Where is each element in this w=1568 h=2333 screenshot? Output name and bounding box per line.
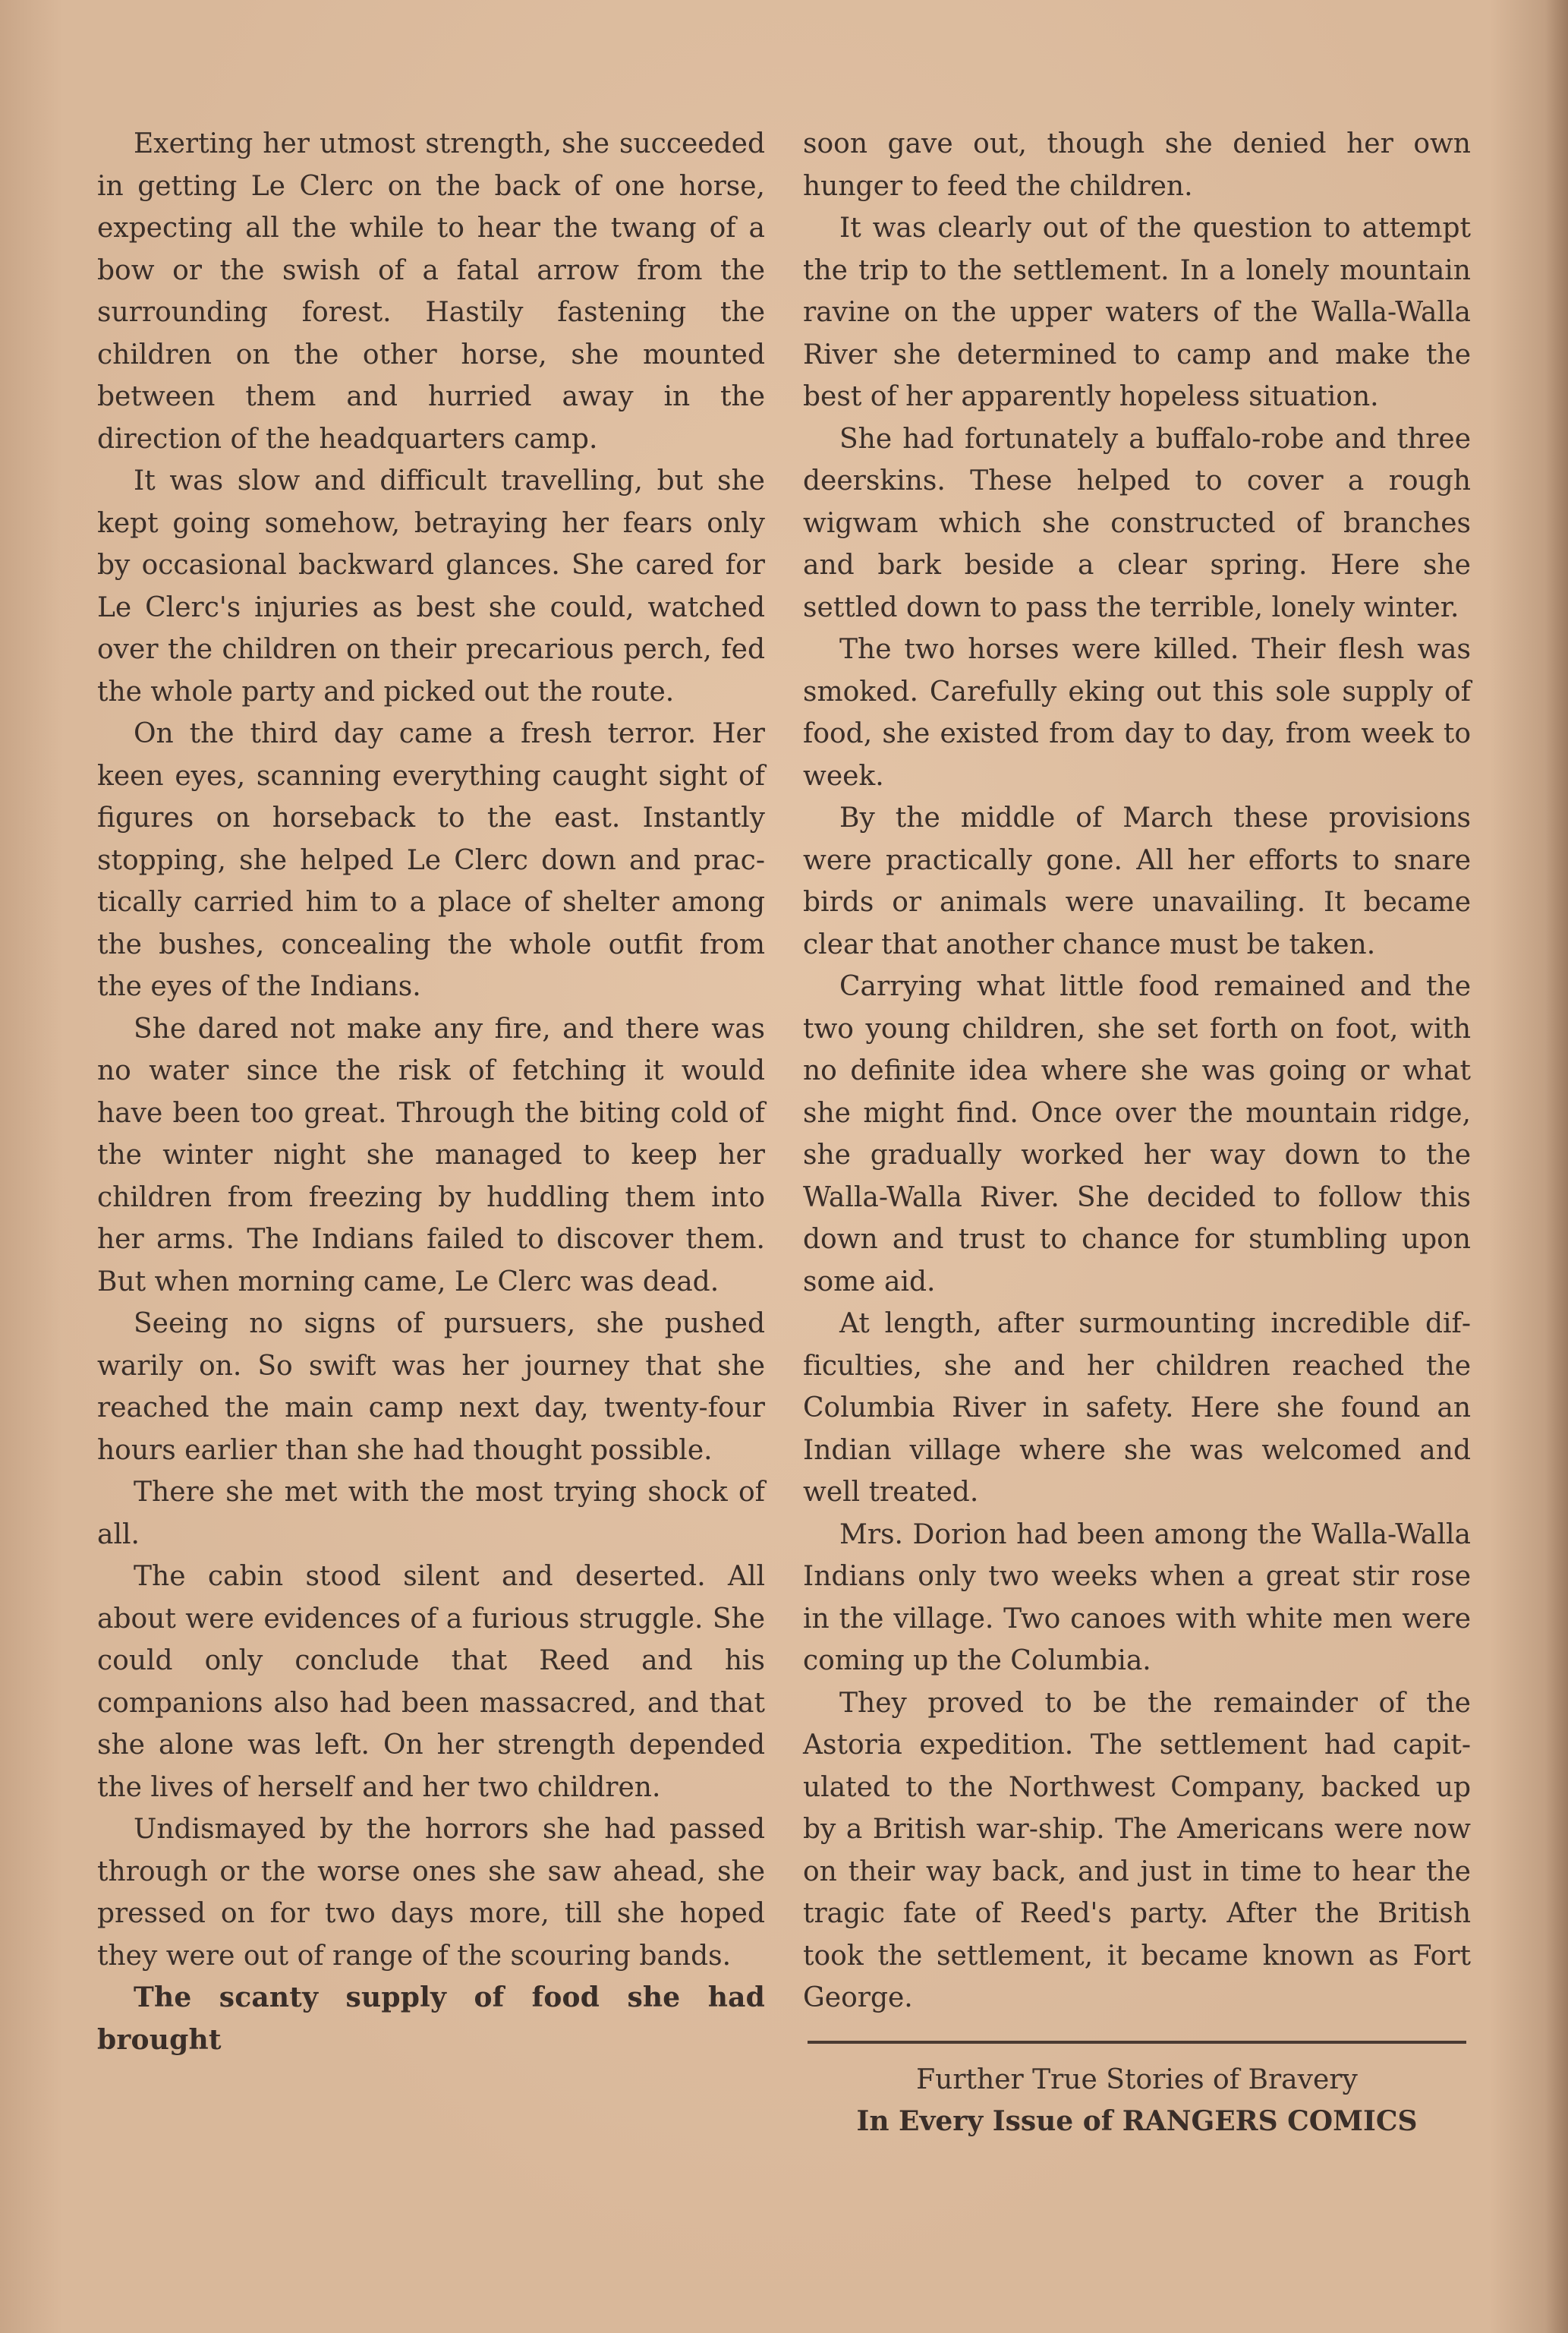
paragraph: They proved to be the remainder of the Astoria expedition. The settlement had capitulated to the Northwest Company, backed up by a British war-ship. The Americans were now on their way back, and just in time to hear the tragic fate of Reed's party. After the British took the settlement, it became known as Fort George. [803, 1687, 1471, 2013]
footer-tagline: Further True Stories of Bravery [916, 2063, 1358, 2095]
paragraph: It was slow and difficult travelling, but she kept going somehow, betraying her fears only by occasional backward glances. She cared for Le Clerc's injuries as best she could, watched over the children on their precarious perch, fed the whole party and picked out the route. [97, 465, 765, 708]
right-column [803, 123, 1471, 2142]
paragraph: She had fortunately a buffalo-robe and three deerskins. These helped to cover a rough wigwam which she constructed of branches and bark beside a clear spring. Here she settled down to pass the terrible, lonely winter. [803, 423, 1471, 623]
paragraph: The cabin stood silent and deserted. All about were evidences of a furious struggle. She could only conclude that Reed and his companions also had been massacred, and that she alone was left. On her strength depended the lives of herself and her two children. [97, 1561, 765, 1803]
paragraph: It was clearly out of the question to attempt the trip to the settlement. In a lonely mountain ravine on the upper waters of the Walla-Walla River she determined to camp and make the best of her apparently hopeless situation. [803, 213, 1471, 412]
paragraph: Carrying what little food remained and the two young children, she set forth on foot, with no definite idea where she was going or what she might find. Once over the mountain ridge, she gradually worked her way down to the Walla-Walla River. She decided to follow this down and trust to chance for stumbling upon some aid. [803, 971, 1471, 1297]
paragraph: Seeing no signs of pursuers, she pushed warily on. So swift was her journey that she reached the main camp next day, twenty-four hours earlier than she had thought possible. [97, 1308, 765, 1466]
footer-promo: In Every Issue of RANGERS COMICS [856, 2104, 1418, 2137]
footer-divider [808, 2041, 1466, 2044]
paragraph: The scanty supply of food she had brought [97, 1981, 765, 2056]
page-edge-shadow [1545, 0, 1568, 2333]
paragraph: There she met with the most trying shock of all. [97, 1477, 765, 1550]
paragraph: By the middle of March these provisions were practically gone. All her efforts to snare birds or animals were unavailing. It became clear that another chance must be taken. [803, 802, 1471, 960]
paragraph: At length, after surmounting incredible difficulties, she and her children reached the Columbia River in safety. Here she found an Indian village where she was welcomed and well treated. [803, 1308, 1471, 1508]
paragraph: Exerting her utmost strength, she succeeded in getting Le Clerc on the back of one horse, expecting all the while to hear the twang of a bow or the swish of a fatal arrow from the surrounding forest. Hastily fastening the children on the other horse, she mounted between them and hurried away in the direction of the headquarters camp. [97, 128, 765, 455]
paragraph: On the third day came a fresh terror. Her keen eyes, scanning everything caught sight of figures on horseback to the east. Instantly stopping, she helped Le Clerc down and practically carried him to a place of shelter among the bushes, concealing the whole outfit from the eyes of the Indians. [97, 718, 765, 1002]
paragraph: soon gave out, though she denied her own hunger to feed the children. [803, 128, 1471, 202]
paragraph: Undismayed by the horrors she had passed through or the worse ones she saw ahead, she pressed on for two days more, till she hoped they were out of range of the scouring bands. [97, 1814, 765, 1972]
paragraph: Mrs. Dorion had been among the Walla-Walla Indians only two weeks when a great stir rose in the village. Two canoes with white men were coming up the Columbia. [803, 1518, 1471, 1676]
paragraph: The two horses were killed. Their flesh was smoked. Carefully eking out this sole supply of food, she existed from day to day, from week to week. [803, 634, 1471, 792]
paragraph: She dared not make any fire, and there was no water since the risk of fetching it would have been too great. Through the biting cold of the winter night she managed to keep her children from freezing by huddling them into her arms. The Indians failed to discover them. But when morning came, Le Clerc was dead. [97, 1013, 765, 1297]
left-column [97, 123, 765, 2061]
